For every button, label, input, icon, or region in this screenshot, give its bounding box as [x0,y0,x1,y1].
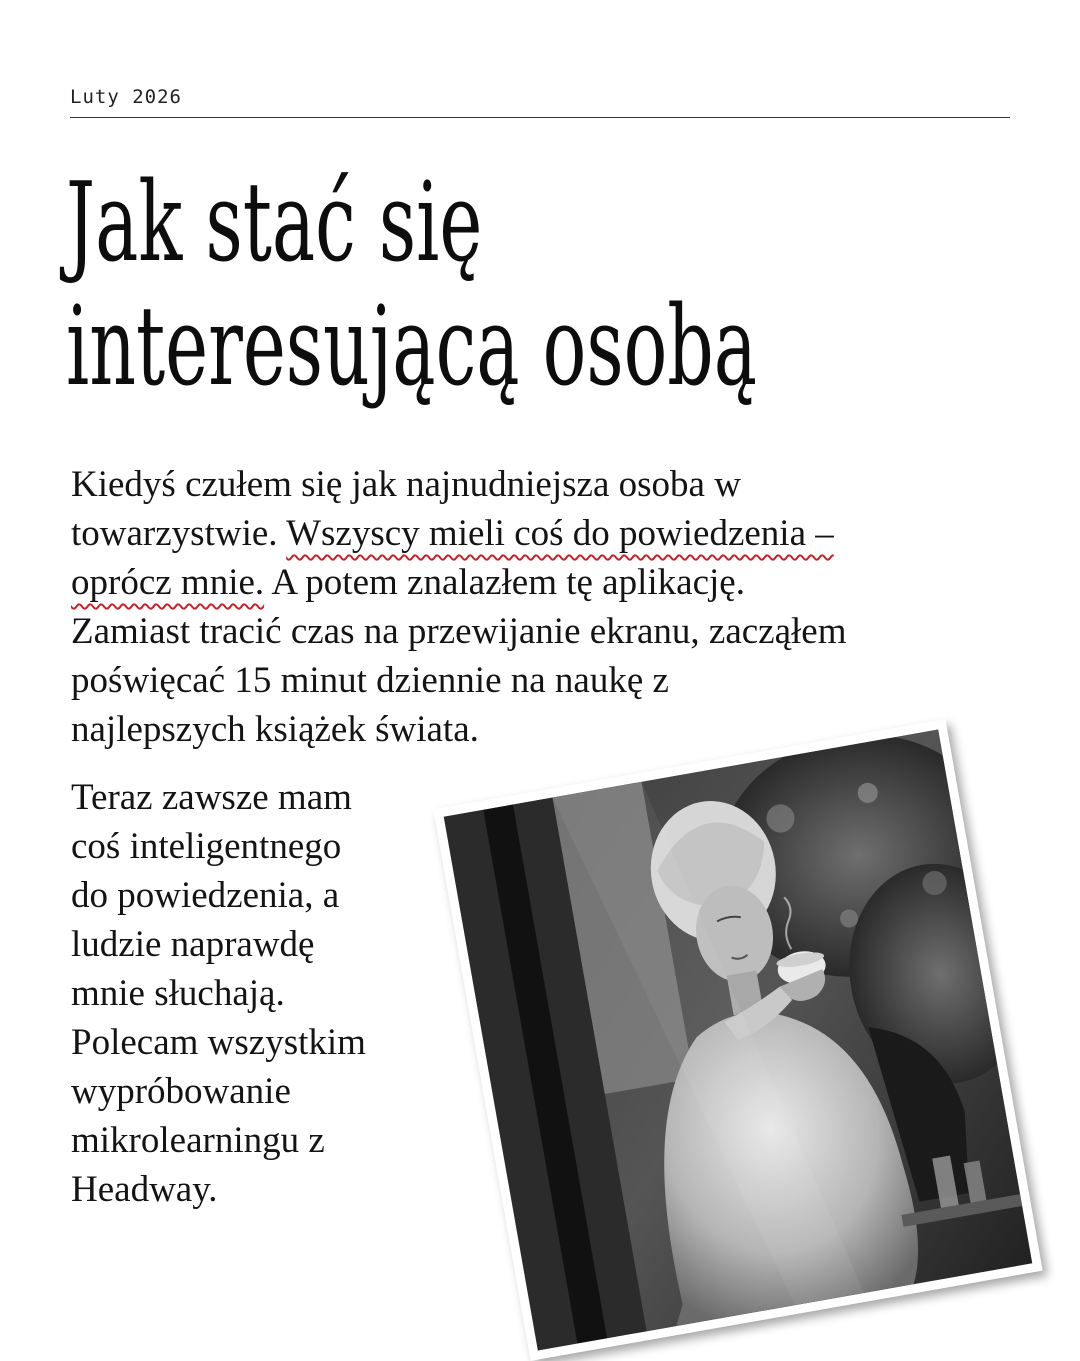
header-divider [70,117,1010,118]
date-label: Luty 2026 [70,86,182,108]
highlighted-quote-part-1: Wszyscy mieli coś do powiedzenia – [286,513,834,554]
intro-line-4: Zamiast tracić czas na przewijanie ekranu, zacząłem [71,611,847,652]
photo-woman-with-tea-icon [444,730,1032,1351]
photo-illustration [444,730,1032,1351]
intro-line-6: najlepszych książek świata. [71,709,479,750]
highlighted-quote-part-2: oprócz mnie. [71,562,265,603]
conclusion-line: mikrolearningu z [71,1120,325,1161]
conclusion-line: Polecam wszystkim [71,1022,366,1063]
intro-line-3-text: A potem znalazłem tę aplikację. [264,562,745,603]
intro-paragraph [71,460,1046,754]
conclusion-line: coś inteligentnego [71,826,342,867]
conclusion-paragraph [71,773,451,1214]
conclusion-line: Headway. [71,1169,218,1210]
intro-line-1: Kiedyś czułem się jak najnudniejsza osoba w [71,464,741,505]
intro-line-3 [71,558,1046,607]
conclusion-line: mnie słuchają. [71,973,285,1014]
headline-line-2: interesującą osobą [66,282,758,410]
intro-line-2-text: towarzystwie. [71,513,287,554]
conclusion-line: do powiedzenia, a [71,875,340,916]
intro-line-5: poświęcać 15 minut dziennie na naukę z [71,660,669,701]
article-headline [66,158,758,410]
polaroid-photo [433,719,1042,1361]
conclusion-line: wypróbowanie [71,1071,291,1112]
headline-line-1: Jak stać się [66,158,483,286]
conclusion-line: ludzie naprawdę [71,924,315,965]
conclusion-line: Teraz zawsze mam [71,777,352,818]
intro-line-2 [71,509,1046,558]
